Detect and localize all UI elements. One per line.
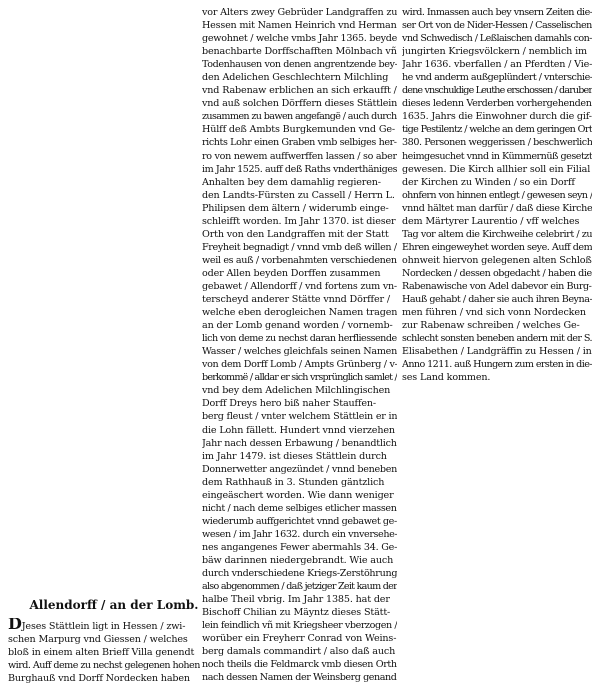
text-line: von dem Dorff Lomb / Ampts Grünberg / v- xyxy=(202,359,397,371)
text-line: durch vnderschiedene Kriegs-Zerstöhrung xyxy=(202,568,397,580)
text-line: dene vnschuldige Leuthe erschossen / daruber xyxy=(402,85,592,97)
text-line: Elisabethen / Landgräffin zu Hessen / in xyxy=(402,346,592,358)
text-line: lein feindlich vñ mit Kriegsheer vberzogen / xyxy=(202,620,397,632)
text-line: Donnerwetter angezündet / vnnd beneben xyxy=(202,463,397,475)
text-line: 1635. Jahrs die Einwohner durch die gif- xyxy=(402,111,592,123)
text-line: Orth von den Landgraffen mit der Statt xyxy=(202,228,389,240)
text-line: der Kirchen zu Winden / so ein Dorff xyxy=(402,176,575,188)
text-line: die Lohn fällett. Hundert vnnd vierzehen xyxy=(202,424,395,436)
text-line: Hessen mit Namen Heinrich vnd Herman xyxy=(202,20,397,32)
text-line: welche eben derogleichen Namen tragen xyxy=(202,307,397,319)
text-line: lich von deme zu nechst daran herfliessende xyxy=(202,333,397,345)
text-line: schleifft worden. Im Jahr 1370. ist dieser xyxy=(202,215,396,227)
text-line: Nordecken / dessen obgedacht / haben die xyxy=(402,267,592,279)
text-line: weil es auß / vorbenahmten verschiedenen xyxy=(202,254,397,266)
text-line: men führen / vnd sich vonn Nordecken xyxy=(402,307,586,319)
text-line xyxy=(8,618,200,633)
text-line-body: Jeses Stättlein ligt in Hessen / zwi- xyxy=(21,621,186,632)
text-line: Rabenawische von Adel dabevor ein Burg- xyxy=(402,280,592,292)
text-line: nes angangenes Fewer abermahls 34. Ge- xyxy=(202,541,397,553)
text-line: dieses ledenn Verderben vorhergehenden xyxy=(402,98,592,110)
text-line: nicht / nach deme selbiges etlicher massen xyxy=(202,502,397,514)
text-line: bloß in einem alten Brieff Villa genendt xyxy=(8,647,195,659)
text-line: nach dessen Namen der Weinsberg genand xyxy=(202,672,397,684)
text-line: zur Rabenaw schreiben / welches Ge- xyxy=(402,320,580,332)
text-line: wiederumb auffgerichtet vnnd gebawet ge- xyxy=(202,515,397,527)
text-line: berg fleust / vnter welchem Stättlein er in xyxy=(202,411,397,423)
text-line: oder Allen beyden Dorffen zusammen xyxy=(202,267,381,279)
text-line: ohnweit hiervon gelegenen alten Schloß xyxy=(402,254,592,266)
drop-cap: D xyxy=(8,618,22,633)
middle-text-column xyxy=(202,6,397,684)
text-line: berkommë / alldar er sich vrsprünglich samlet / xyxy=(202,372,397,384)
text-line: gebawet / Allendorff / vnd fortens zum vn- xyxy=(202,280,397,292)
text-line: Jahr 1636. vberfallen / an Pferdten / Vie- xyxy=(402,59,592,71)
right-text-column xyxy=(402,6,592,384)
text-line: ses Land kommen. xyxy=(402,372,491,384)
text-line: vnd bey dem Adelichen Milchlingischen xyxy=(202,385,391,397)
text-line: Hauß gehabt / daher sie auch ihren Beyna- xyxy=(402,294,592,306)
text-line: terscheyd anderer Stätte vnnd Dörffer / xyxy=(202,294,390,306)
text-line: im Jahr 1525. auff deß Raths vnderthäniges xyxy=(202,163,397,175)
text-line: den Landts-Fürsten zu Cassell / Herrn L. xyxy=(202,189,395,201)
section-heading: Allendorff / an der Lomb. xyxy=(29,598,199,612)
text-line: Ehren eingeweyhet worden seye. Auff dem xyxy=(402,241,592,253)
text-line: Anno 1211. auß Hungern zum ersten in die- xyxy=(402,359,592,371)
text-line: Philipsen dem ältern / widerumb einge- xyxy=(202,202,389,214)
text-line: vnd Rabenaw erblichen an sich erkaufft / xyxy=(202,85,397,97)
left-text-lines xyxy=(8,618,200,685)
text-line: 380. Personen weggerissen / beschwerlich xyxy=(402,137,592,149)
text-line: halbe Theil vbrig. Im Jahr 1385. hat der xyxy=(202,594,390,606)
text-line: gewesen. Die Kirch allhier soll ein Filial xyxy=(402,163,591,175)
text-line: Tag vor altem die Kirchweihe celebrirt / zu xyxy=(402,228,592,240)
text-line: benachbarte Dorffschafften Mölnbach vñ xyxy=(202,46,397,58)
left-text-block xyxy=(8,598,200,685)
text-line: wird. Auff deme zu nechst gelegenen hohen xyxy=(8,660,200,672)
text-line: heimgesuchet vnnd in Kümmernüß gesetzt xyxy=(402,150,592,162)
text-line: Hülff deß Ambts Burgkemunden vnd Ge- xyxy=(202,124,395,136)
text-line: Wasser / welches gleichfals seinen Namen xyxy=(202,346,397,358)
text-line: dem Rathhauß in 3. Stunden gäntzlich xyxy=(202,476,385,488)
text-line: also abgenommen / daß jetziger Zeit kaum der xyxy=(202,581,397,593)
text-line: Todenhausen von denen angrentzende bey- xyxy=(202,59,397,71)
text-line: wird. Inmassen auch bey vnsern Zeiten die- xyxy=(402,7,592,18)
text-line: dem Märtyrer Laurentio / vff welches xyxy=(402,215,580,227)
text-line: vnd auß solchen Dörffern dieses Stättlein xyxy=(202,98,397,110)
text-line: richts Lohr einen Graben vmb selbiges her- xyxy=(202,137,397,149)
text-line: an der Lomb genand worden / vornemb- xyxy=(202,320,393,332)
text-line: tige Pestilentz / welche an dem geringen Ort xyxy=(402,124,592,136)
text-line: ser Ort von de Nider-Hessen / Casselischen xyxy=(402,20,592,32)
text-line: im Jahr 1479. ist dieses Stättlein durch xyxy=(202,450,387,462)
text-line: jungirten Kriegsvölckern / nemblich im xyxy=(402,46,587,58)
text-line: vnd Schwedisch / Leßlaischen damahls con- xyxy=(402,33,592,45)
text-line: worüber ein Freyherr Conrad von Weins- xyxy=(202,633,397,645)
text-line: den Adelichen Geschlechtern Milchling xyxy=(202,72,389,84)
text-line: schen Marpurg vnd Giessen / welches xyxy=(8,634,188,646)
text-line: Jahr nach dessen Erbawung / benandtlich xyxy=(202,437,397,449)
text-line: ro von newem auffwerffen lassen / so aber xyxy=(202,150,397,162)
text-line: he vnd anderm außgeplündert / vnterschie- xyxy=(402,72,592,84)
text-line: eingeäschert worden. Wie dann weniger xyxy=(202,489,394,501)
text-line: wesen / im Jahr 1632. durch ein vnversehe- xyxy=(202,528,397,540)
text-line: berg damals commandirt / also daß auch xyxy=(202,646,396,658)
text-line: Burghauß vnd Dorff Nordecken haben xyxy=(8,673,190,685)
text-line: Dorff Dreys hero biß naher Stauffen- xyxy=(202,398,377,410)
text-line: noch theils die Feldmarck vmb diesen Orth xyxy=(202,659,397,671)
text-line: bäw darinnen niedergebrandt. Wie auch xyxy=(202,554,394,566)
text-line: ohnfern von hinnen entlegt / gewesen seyn / xyxy=(402,189,592,201)
text-line: vnnd hältet man darfür / daß diese Kirche xyxy=(402,202,592,214)
text-line: Freyheit begnadigt / vnnd vmb deß willen / xyxy=(202,241,397,253)
text-line: vor Alters zwey Gebrüder Landgraffen zu xyxy=(202,7,397,18)
text-line: Anhalten bey dem damahlig regieren- xyxy=(202,176,381,188)
text-line: Bischoff Chilian zu Mäyntz dieses Stätt- xyxy=(202,607,391,619)
text-line: schlecht sonsten beneben andern mit der S. xyxy=(402,333,592,345)
text-line: gewohnet / welche vmbs Jahr 1365. beyde xyxy=(202,33,397,45)
text-line: zusammen zu bawen angefangë / auch durch xyxy=(202,111,397,123)
